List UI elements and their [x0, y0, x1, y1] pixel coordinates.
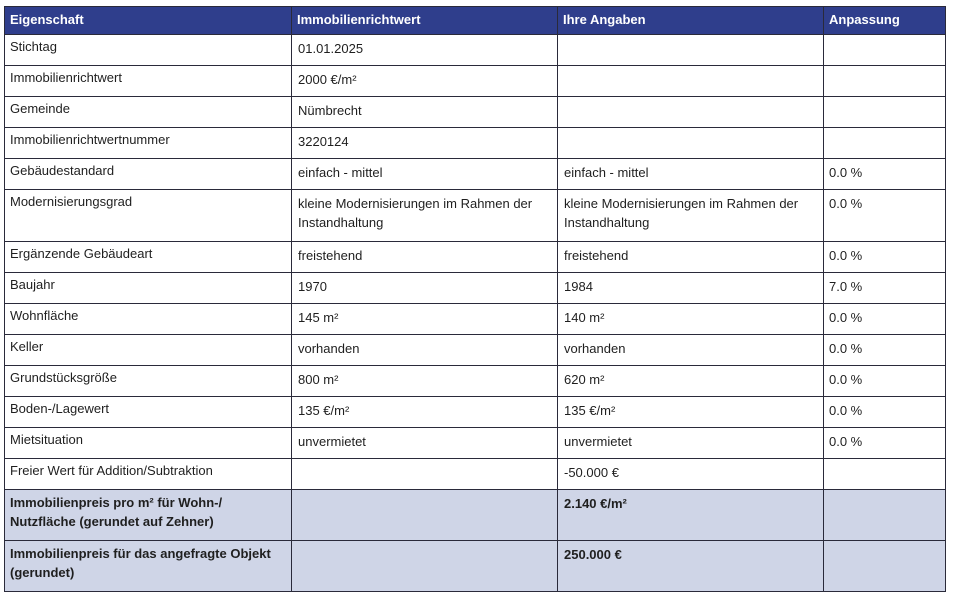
cell-reference-value: 145 m² [292, 304, 558, 335]
cell-reference-value: 2000 €/m² [292, 66, 558, 97]
table-row [5, 97, 946, 128]
table-row [5, 242, 946, 273]
cell-adjustment [824, 35, 946, 66]
cell-adjustment: 0.0 % [824, 242, 946, 273]
table-row [5, 273, 946, 304]
cell-reference-value: einfach - mittel [292, 159, 558, 190]
table-row [5, 304, 946, 335]
cell-property: Mietsituation [5, 428, 292, 459]
cell-user-value: 140 m² [558, 304, 824, 335]
cell-adjustment: 0.0 % [824, 335, 946, 366]
cell-user-value: 620 m² [558, 366, 824, 397]
cell-adjustment [824, 97, 946, 128]
cell-adjustment: 7.0 % [824, 273, 946, 304]
summary-label: Immobilienpreis pro m² für Wohn-/ Nutzfläche (gerundet auf Zehner) [5, 490, 292, 541]
cell-reference-value [292, 459, 558, 490]
cell-adjustment: 0.0 % [824, 397, 946, 428]
summary-adjustment [824, 541, 946, 592]
cell-user-value: kleine Modernisierungen im Rahmen der Instandhaltung [558, 190, 824, 242]
cell-property: Keller [5, 335, 292, 366]
cell-user-value [558, 35, 824, 66]
cell-property: Wohnfläche [5, 304, 292, 335]
summary-row-price-per-sqm [5, 490, 946, 541]
summary-reference-value [292, 490, 558, 541]
table-row [5, 35, 946, 66]
summary-value: 2.140 €/m² [558, 490, 824, 541]
cell-reference-value: unvermietet [292, 428, 558, 459]
cell-user-value [558, 128, 824, 159]
summary-reference-value [292, 541, 558, 592]
valuation-table [4, 6, 946, 592]
cell-user-value: freistehend [558, 242, 824, 273]
cell-property: Boden-/Lagewert [5, 397, 292, 428]
cell-user-value [558, 97, 824, 128]
table-body [5, 35, 946, 592]
cell-property: Grundstücksgröße [5, 366, 292, 397]
header-row [5, 7, 946, 35]
cell-property: Modernisierungsgrad [5, 190, 292, 242]
table-row [5, 397, 946, 428]
cell-property: Immobilienrichtwertnummer [5, 128, 292, 159]
table-row [5, 428, 946, 459]
table-row [5, 159, 946, 190]
table-row [5, 66, 946, 97]
cell-user-value: einfach - mittel [558, 159, 824, 190]
header-ihre-angaben: Ihre Angaben [558, 7, 824, 35]
cell-adjustment [824, 459, 946, 490]
table-row [5, 128, 946, 159]
cell-property: Stichtag [5, 35, 292, 66]
cell-user-value: vorhanden [558, 335, 824, 366]
cell-reference-value: 135 €/m² [292, 397, 558, 428]
cell-reference-value: 800 m² [292, 366, 558, 397]
cell-property: Baujahr [5, 273, 292, 304]
cell-property: Ergänzende Gebäudeart [5, 242, 292, 273]
table-row [5, 190, 946, 242]
cell-property: Freier Wert für Addition/Subtraktion [5, 459, 292, 490]
summary-adjustment [824, 490, 946, 541]
cell-reference-value: Nümbrecht [292, 97, 558, 128]
cell-user-value: 135 €/m² [558, 397, 824, 428]
summary-value: 250.000 € [558, 541, 824, 592]
cell-adjustment: 0.0 % [824, 366, 946, 397]
cell-adjustment [824, 66, 946, 97]
table-row [5, 459, 946, 490]
cell-property: Gebäudestandard [5, 159, 292, 190]
cell-user-value: -50.000 € [558, 459, 824, 490]
cell-reference-value: 1970 [292, 273, 558, 304]
header-immobilienrichtwert: Immobilienrichtwert [292, 7, 558, 35]
header-eigenschaft: Eigenschaft [5, 7, 292, 35]
cell-reference-value: 3220124 [292, 128, 558, 159]
cell-adjustment: 0.0 % [824, 304, 946, 335]
cell-adjustment: 0.0 % [824, 159, 946, 190]
cell-reference-value: freistehend [292, 242, 558, 273]
summary-row-total-price [5, 541, 946, 592]
summary-label: Immobilienpreis für das angefragte Objekt (gerundet) [5, 541, 292, 592]
cell-adjustment: 0.0 % [824, 190, 946, 242]
table-row [5, 366, 946, 397]
header-anpassung: Anpassung [824, 7, 946, 35]
cell-reference-value: 01.01.2025 [292, 35, 558, 66]
cell-property: Immobilienrichtwert [5, 66, 292, 97]
cell-user-value [558, 66, 824, 97]
cell-reference-value: kleine Modernisierungen im Rahmen der Instandhaltung [292, 190, 558, 242]
cell-property: Gemeinde [5, 97, 292, 128]
cell-user-value: unvermietet [558, 428, 824, 459]
table-row [5, 335, 946, 366]
cell-adjustment [824, 128, 946, 159]
cell-reference-value: vorhanden [292, 335, 558, 366]
cell-user-value: 1984 [558, 273, 824, 304]
cell-adjustment: 0.0 % [824, 428, 946, 459]
